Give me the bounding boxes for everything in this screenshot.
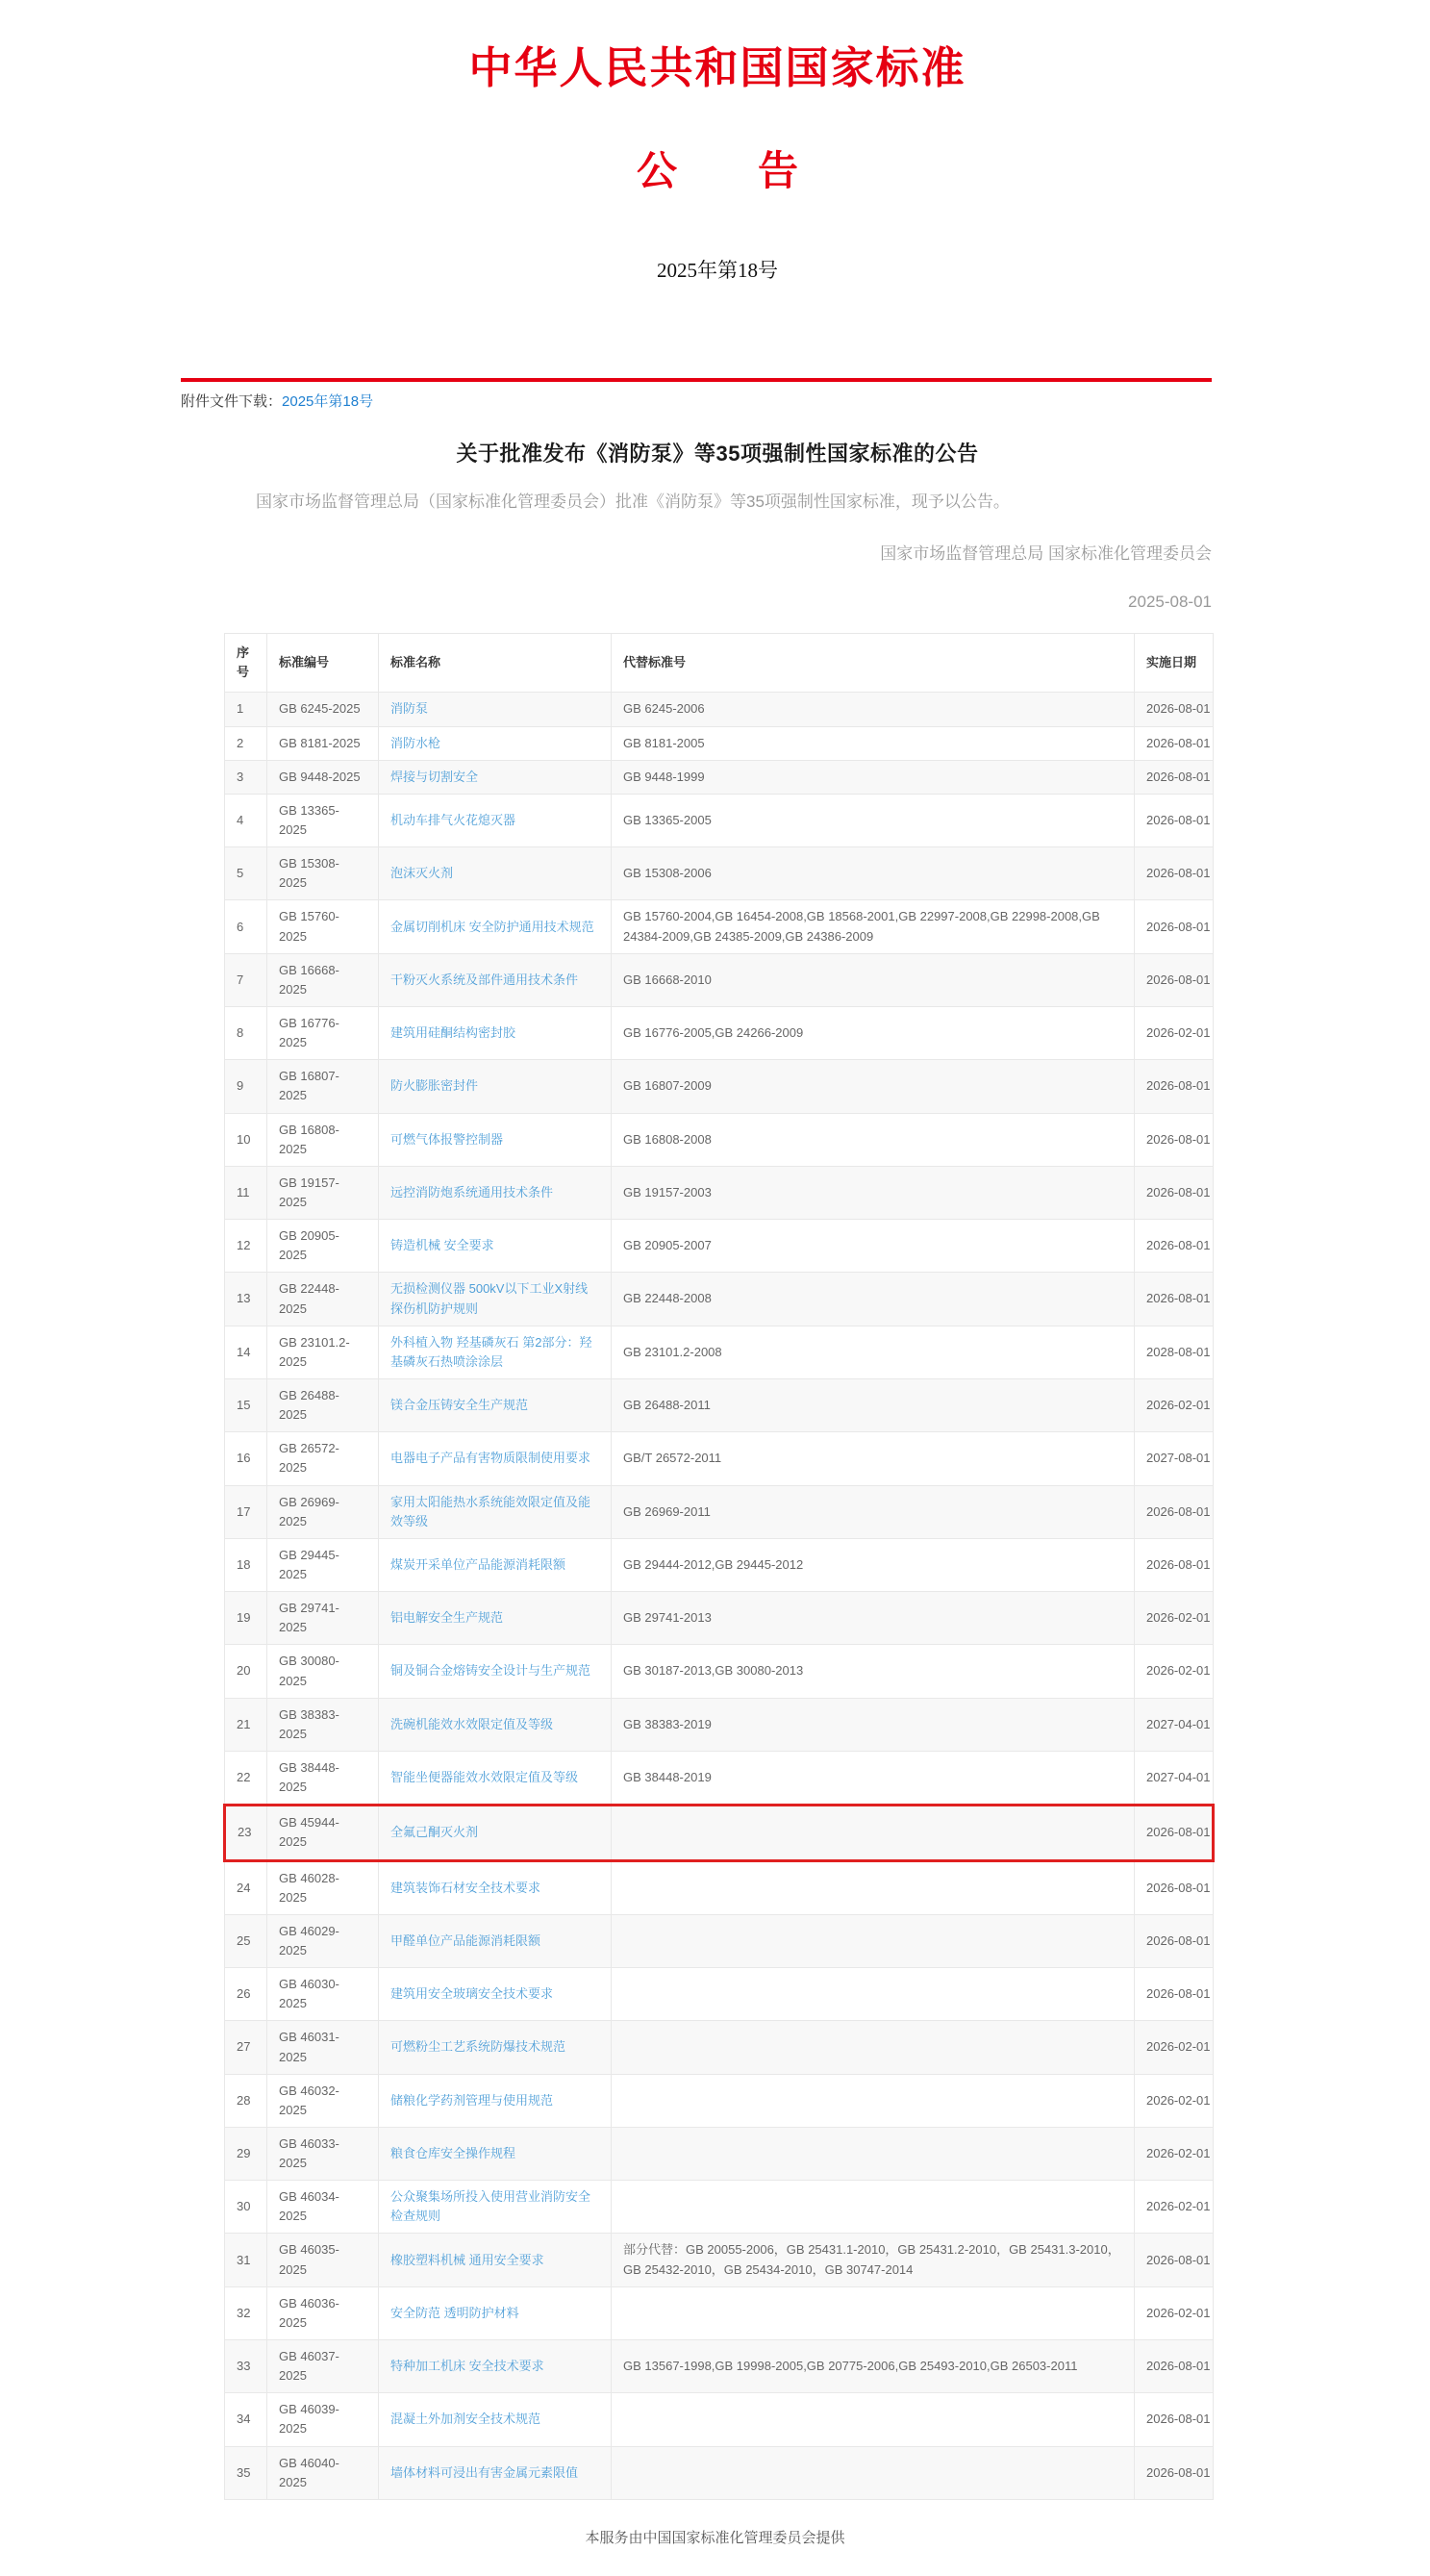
cell-serial: 9	[225, 1060, 267, 1113]
table-row	[225, 726, 1214, 760]
attachment-label: 附件文件下载：	[181, 393, 283, 410]
cell-replaced-standards: GB 20905-2007	[612, 1220, 1135, 1273]
table-row	[225, 2446, 1214, 2499]
cell-serial: 6	[225, 900, 267, 953]
cell-effective-date: 2026-08-01	[1135, 794, 1214, 846]
page-footer: 本服务由中国国家标准化管理委员会提供	[585, 2529, 845, 2546]
cell-replaced-standards: GB 8181-2005	[612, 726, 1135, 760]
cell-standard-name	[379, 1326, 612, 1378]
cell-replaced-standards	[612, 2127, 1135, 2180]
cell-standard-code: GB 19157-2025	[267, 1166, 379, 1219]
standard-name-link[interactable]: 可燃粉尘工艺系统防爆技术规范	[390, 2039, 566, 2055]
cell-replaced-standards: GB 26488-2011	[612, 1378, 1135, 1431]
cell-replaced-standards: GB 15760-2004,GB 16454-2008,GB 18568-2001,GB 22997-2008,GB 22998-2008,GB 24384-2009,GB 24385-2009,GB 24386-2009	[612, 900, 1135, 953]
table-row	[225, 1914, 1214, 1967]
cell-serial: 7	[225, 953, 267, 1006]
cell-replaced-standards: GB/T 26572-2011	[612, 1432, 1135, 1485]
cell-replaced-standards	[612, 1860, 1135, 1914]
table-row	[225, 1060, 1214, 1113]
cell-standard-name	[379, 2127, 612, 2180]
cell-standard-code: GB 46040-2025	[267, 2446, 379, 2499]
cell-replaced-standards: GB 15308-2006	[612, 847, 1135, 900]
cell-replaced-standards: GB 30187-2013,GB 30080-2013	[612, 1645, 1135, 1698]
cell-replaced-standards	[612, 2074, 1135, 2127]
cell-serial: 35	[225, 2446, 267, 2499]
cell-effective-date: 2026-08-01	[1135, 900, 1214, 953]
cell-serial: 34	[225, 2393, 267, 2446]
cell-standard-name	[379, 953, 612, 1006]
cell-serial: 19	[225, 1592, 267, 1645]
standard-name-link[interactable]: 特种加工机床 安全技术要求	[390, 2359, 544, 2374]
cell-effective-date: 2026-08-01	[1135, 1860, 1214, 1914]
cell-serial: 10	[225, 1113, 267, 1166]
standard-name-link[interactable]: 干粉灭火系统及部件通用技术条件	[390, 972, 579, 987]
cell-effective-date: 2026-02-01	[1135, 1378, 1214, 1431]
cell-standard-name	[379, 1060, 612, 1113]
cell-standard-code: GB 20905-2025	[267, 1220, 379, 1273]
cell-replaced-standards: GB 16776-2005,GB 24266-2009	[612, 1007, 1135, 1060]
cell-effective-date: 2026-08-01	[1135, 1914, 1214, 1967]
cell-effective-date: 2026-08-01	[1135, 2234, 1214, 2286]
cell-standard-name	[379, 1968, 612, 2021]
cell-replaced-standards: GB 29444-2012,GB 29445-2012	[612, 1538, 1135, 1591]
table-row	[225, 1485, 1214, 1538]
cell-serial: 4	[225, 794, 267, 846]
cell-replaced-standards: GB 13365-2005	[612, 794, 1135, 846]
standard-name-link[interactable]: 粮食仓库安全操作规程	[390, 2145, 516, 2160]
cell-serial: 28	[225, 2074, 267, 2127]
cell-standard-code: GB 16807-2025	[267, 1060, 379, 1113]
cell-standard-name	[379, 1860, 612, 1914]
issue-number: 2025年第18号	[657, 259, 778, 282]
standard-name-link[interactable]: 智能坐便器能效水效限定值及等级	[390, 1770, 579, 1785]
cell-standard-code: GB 46039-2025	[267, 2393, 379, 2446]
cell-standard-code: GB 46028-2025	[267, 1860, 379, 1914]
cell-effective-date: 2026-02-01	[1135, 2181, 1214, 2234]
cell-serial: 25	[225, 1914, 267, 1967]
standard-name-link[interactable]: 消防泵	[390, 701, 429, 717]
cell-serial: 12	[225, 1220, 267, 1273]
standard-name-link[interactable]: 安全防范 透明防护材料	[390, 2305, 519, 2320]
table-row	[225, 1592, 1214, 1645]
cell-standard-code: GB 46029-2025	[267, 1914, 379, 1967]
standard-name-link[interactable]: 可燃气体报警控制器	[390, 1131, 504, 1147]
table-row	[225, 794, 1214, 846]
cell-standard-name	[379, 2021, 612, 2074]
standard-name-link[interactable]: 外科植入物 羟基磷灰石 第2部分：羟基磷灰石热喷涂涂层	[390, 1334, 592, 1369]
cell-standard-code: GB 46032-2025	[267, 2074, 379, 2127]
table-row	[225, 2127, 1214, 2180]
cell-effective-date: 2026-08-01	[1135, 726, 1214, 760]
standard-name-link[interactable]: 洗碗机能效水效限定值及等级	[390, 1716, 554, 1731]
cell-replaced-standards: GB 16808-2008	[612, 1113, 1135, 1166]
cell-serial: 26	[225, 1968, 267, 2021]
table-row	[225, 693, 1214, 726]
cell-serial: 15	[225, 1378, 267, 1431]
cell-replaced-standards: GB 6245-2006	[612, 693, 1135, 726]
cell-serial: 33	[225, 2340, 267, 2393]
cell-standard-code: GB 46033-2025	[267, 2127, 379, 2180]
cell-standard-name	[379, 794, 612, 846]
cell-replaced-standards	[612, 1968, 1135, 2021]
cell-effective-date: 2026-08-01	[1135, 760, 1214, 794]
cell-standard-name	[379, 847, 612, 900]
cell-replaced-standards: GB 16668-2010	[612, 953, 1135, 1006]
table-row	[225, 1166, 1214, 1219]
cell-serial: 11	[225, 1166, 267, 1219]
cell-replaced-standards	[612, 2393, 1135, 2446]
page-title: 中华人民共和国国家标准	[468, 44, 966, 92]
cell-serial: 27	[225, 2021, 267, 2074]
standard-name-link[interactable]: 铝电解安全生产规范	[390, 1610, 504, 1626]
table-row	[225, 1751, 1214, 1805]
cell-standard-code: GB 16776-2025	[267, 1007, 379, 1060]
cell-effective-date: 2026-08-01	[1135, 693, 1214, 726]
standard-name-link[interactable]: 橡胶塑料机械 通用安全要求	[390, 2252, 544, 2267]
cell-standard-name	[379, 726, 612, 760]
cell-standard-name	[379, 900, 612, 953]
cell-standard-code: GB 23101.2-2025	[267, 1326, 379, 1378]
table-row	[225, 1860, 1214, 1914]
table-row	[225, 1326, 1214, 1378]
table-row	[225, 2234, 1214, 2286]
announcement-subtitle: 公 告	[636, 150, 798, 194]
cell-standard-code: GB 46037-2025	[267, 2340, 379, 2393]
cell-effective-date: 2026-02-01	[1135, 2074, 1214, 2127]
cell-standard-code: GB 15308-2025	[267, 847, 379, 900]
cell-effective-date: 2026-08-01	[1135, 1060, 1214, 1113]
cell-standard-name	[379, 2074, 612, 2127]
cell-standard-code: GB 46031-2025	[267, 2021, 379, 2074]
cell-standard-code: GB 45944-2025	[267, 1806, 379, 1860]
cell-replaced-standards: GB 38448-2019	[612, 1751, 1135, 1805]
notice-body: 国家市场监督管理总局（国家标准化管理委员会）批准《消防泵》等35项强制性国家标准，现予以公告。	[256, 492, 1010, 511]
cell-effective-date: 2026-08-01	[1135, 847, 1214, 900]
table-row	[225, 2181, 1214, 2234]
table-row	[225, 1378, 1214, 1431]
cell-standard-name	[379, 2446, 612, 2499]
table-header-row	[225, 634, 1214, 693]
column-header-effective-date: 实施日期	[1135, 634, 1214, 693]
standard-name-link[interactable]: 镁合金压铸安全生产规范	[390, 1398, 529, 1413]
standard-name-link[interactable]: 建筑用安全玻璃安全技术要求	[390, 1986, 554, 2002]
standard-name-link[interactable]: 泡沫灭火剂	[390, 866, 454, 881]
cell-serial: 14	[225, 1326, 267, 1378]
attachment-download-bar	[181, 382, 1212, 413]
cell-serial: 3	[225, 760, 267, 794]
standard-name-link[interactable]: 金属切削机床 安全防护通用技术规范	[390, 919, 594, 934]
cell-serial: 16	[225, 1432, 267, 1485]
cell-standard-name	[379, 1592, 612, 1645]
cell-effective-date: 2026-08-01	[1135, 1538, 1214, 1591]
standard-name-link[interactable]: 公众聚集场所投入使用营业消防安全检查规则	[390, 2189, 591, 2224]
cell-effective-date: 2026-02-01	[1135, 1645, 1214, 1698]
cell-effective-date: 2026-08-01	[1135, 1166, 1214, 1219]
cell-serial: 8	[225, 1007, 267, 1060]
standard-name-link[interactable]: 铸造机械 安全要求	[390, 1238, 494, 1253]
cell-standard-code: GB 38448-2025	[267, 1751, 379, 1805]
cell-replaced-standards	[612, 1914, 1135, 1967]
cell-effective-date: 2026-08-01	[1135, 1273, 1214, 1326]
cell-replaced-standards: GB 29741-2013	[612, 1592, 1135, 1645]
cell-replaced-standards: GB 23101.2-2008	[612, 1326, 1135, 1378]
cell-standard-code: GB 9448-2025	[267, 760, 379, 794]
cell-standard-name	[379, 1806, 612, 1860]
cell-standard-code: GB 38383-2025	[267, 1698, 379, 1751]
cell-standard-name	[379, 1113, 612, 1166]
cell-serial: 18	[225, 1538, 267, 1591]
cell-effective-date: 2026-08-01	[1135, 1968, 1214, 2021]
column-header-standard-code: 标准编号	[267, 634, 379, 693]
standard-name-link[interactable]: 煤炭开采单位产品能源消耗限额	[390, 1556, 566, 1572]
cell-standard-name	[379, 1751, 612, 1805]
standard-name-link[interactable]: 混凝土外加剂安全技术规范	[390, 2412, 541, 2427]
standard-name-link[interactable]: 建筑装饰石材安全技术要求	[390, 1880, 541, 1895]
cell-standard-code: GB 26969-2025	[267, 1485, 379, 1538]
standard-name-link[interactable]: 无损检测仪器 500kV以下工业X射线探伤机防护规则	[390, 1281, 589, 1316]
issuing-authority: 国家市场监督管理总局 国家标准化管理委员会	[880, 544, 1212, 564]
cell-standard-code: GB 46034-2025	[267, 2181, 379, 2234]
cell-standard-code: GB 29741-2025	[267, 1592, 379, 1645]
cell-standard-name	[379, 693, 612, 726]
cell-effective-date: 2026-08-01	[1135, 1485, 1214, 1538]
cell-serial: 23	[225, 1806, 267, 1860]
cell-standard-code: GB 6245-2025	[267, 693, 379, 726]
cell-replaced-standards	[612, 1806, 1135, 1860]
cell-effective-date: 2026-08-01	[1135, 2340, 1214, 2393]
cell-serial: 17	[225, 1485, 267, 1538]
cell-standard-name	[379, 2393, 612, 2446]
cell-serial: 24	[225, 1860, 267, 1914]
cell-standard-code: GB 46036-2025	[267, 2286, 379, 2339]
cell-effective-date: 2026-02-01	[1135, 2127, 1214, 2180]
column-header-serial: 序号	[225, 634, 267, 693]
notice-title: 关于批准发布《消防泵》等35项强制性国家标准的公告	[456, 442, 979, 466]
attachment-link[interactable]: 2025年第18号	[282, 393, 374, 410]
table-row	[225, 1645, 1214, 1698]
cell-serial: 30	[225, 2181, 267, 2234]
cell-effective-date: 2026-08-01	[1135, 953, 1214, 1006]
cell-standard-code: GB 16808-2025	[267, 1113, 379, 1166]
cell-standard-code: GB 29445-2025	[267, 1538, 379, 1591]
table-row	[225, 2286, 1214, 2339]
cell-effective-date: 2026-08-01	[1135, 2393, 1214, 2446]
table-row	[225, 1806, 1214, 1860]
column-header-replaced-standards: 代替标准号	[612, 634, 1135, 693]
cell-effective-date: 2026-02-01	[1135, 1592, 1214, 1645]
column-header-standard-name: 标准名称	[379, 634, 612, 693]
cell-effective-date: 2026-08-01	[1135, 1113, 1214, 1166]
standard-name-link[interactable]: 墙体材料可浸出有害金属元素限值	[390, 2464, 579, 2480]
cell-standard-code: GB 8181-2025	[267, 726, 379, 760]
cell-standard-code: GB 26488-2025	[267, 1378, 379, 1431]
cell-standard-name	[379, 1378, 612, 1431]
cell-effective-date: 2026-02-01	[1135, 1007, 1214, 1060]
table-row	[225, 1273, 1214, 1326]
cell-serial: 32	[225, 2286, 267, 2339]
standard-name-link[interactable]: 机动车排气火花熄灭器	[390, 812, 516, 827]
cell-effective-date: 2026-08-01	[1135, 2446, 1214, 2499]
cell-serial: 2	[225, 726, 267, 760]
cell-effective-date: 2026-08-01	[1135, 1806, 1214, 1860]
cell-replaced-standards	[612, 2286, 1135, 2339]
table-row	[225, 847, 1214, 900]
standard-name-link[interactable]: 甲醛单位产品能源消耗限额	[390, 1932, 541, 1948]
table-row	[225, 2393, 1214, 2446]
cell-effective-date: 2026-08-01	[1135, 1220, 1214, 1273]
cell-standard-code: GB 22448-2025	[267, 1273, 379, 1326]
cell-serial: 13	[225, 1273, 267, 1326]
cell-serial: 29	[225, 2127, 267, 2180]
table-row	[225, 1698, 1214, 1751]
table-row	[225, 760, 1214, 794]
cell-standard-name	[379, 2340, 612, 2393]
standard-name-link[interactable]: 消防水枪	[390, 735, 441, 750]
table-row	[225, 2074, 1214, 2127]
cell-effective-date: 2026-02-01	[1135, 2021, 1214, 2074]
cell-replaced-standards: GB 16807-2009	[612, 1060, 1135, 1113]
cell-effective-date: 2027-08-01	[1135, 1432, 1214, 1485]
publish-date: 2025-08-01	[1128, 593, 1212, 612]
cell-standard-name	[379, 2181, 612, 2234]
cell-standard-name	[379, 1166, 612, 1219]
table-row	[225, 1538, 1214, 1591]
table-row	[225, 2021, 1214, 2074]
cell-standard-name	[379, 1432, 612, 1485]
cell-replaced-standards: GB 19157-2003	[612, 1166, 1135, 1219]
standard-name-link[interactable]: 全氟己酮灭火剂	[390, 1825, 479, 1840]
cell-replaced-standards: 部分代替：GB 20055-2006，GB 25431.1-2010，GB 25431.2-2010，GB 25431.3-2010，GB 25432-2010，GB 25434-2010，GB 30747-2014	[612, 2234, 1135, 2286]
cell-replaced-standards: GB 22448-2008	[612, 1273, 1135, 1326]
cell-standard-code: GB 46035-2025	[267, 2234, 379, 2286]
cell-standard-name	[379, 1007, 612, 1060]
cell-standard-code: GB 30080-2025	[267, 1645, 379, 1698]
standard-name-link[interactable]: 家用太阳能热水系统能效限定值及能效等级	[390, 1494, 591, 1528]
table-row	[225, 1432, 1214, 1485]
standards-table	[223, 633, 1215, 2500]
cell-replaced-standards	[612, 2021, 1135, 2074]
cell-standard-code: GB 15760-2025	[267, 900, 379, 953]
standard-name-link[interactable]: 储粮化学药剂管理与使用规范	[390, 2092, 554, 2108]
cell-effective-date: 2028-08-01	[1135, 1326, 1214, 1378]
standard-name-link[interactable]: 防火膨胀密封件	[390, 1078, 479, 1094]
cell-serial: 20	[225, 1645, 267, 1698]
table-row	[225, 953, 1214, 1006]
table-row	[225, 900, 1214, 953]
cell-serial: 5	[225, 847, 267, 900]
cell-replaced-standards	[612, 2446, 1135, 2499]
table-row	[225, 1007, 1214, 1060]
cell-standard-name	[379, 1698, 612, 1751]
cell-standard-name	[379, 1220, 612, 1273]
cell-replaced-standards: GB 26969-2011	[612, 1485, 1135, 1538]
cell-serial: 21	[225, 1698, 267, 1751]
cell-serial: 22	[225, 1751, 267, 1805]
standard-name-link[interactable]: 电器电子产品有害物质限制使用要求	[390, 1451, 591, 1466]
cell-effective-date: 2027-04-01	[1135, 1751, 1214, 1805]
cell-standard-name	[379, 1645, 612, 1698]
standard-name-link[interactable]: 建筑用硅酮结构密封胶	[390, 1025, 516, 1041]
table-row	[225, 2340, 1214, 2393]
cell-replaced-standards: GB 9448-1999	[612, 760, 1135, 794]
cell-standard-name	[379, 2234, 612, 2286]
cell-standard-name	[379, 760, 612, 794]
cell-standard-code: GB 16668-2025	[267, 953, 379, 1006]
cell-standard-code: GB 13365-2025	[267, 794, 379, 846]
cell-standard-name	[379, 2286, 612, 2339]
cell-standard-name	[379, 1273, 612, 1326]
standard-name-link[interactable]: 远控消防炮系统通用技术条件	[390, 1184, 554, 1200]
cell-effective-date: 2026-02-01	[1135, 2286, 1214, 2339]
cell-standard-code: GB 26572-2025	[267, 1432, 379, 1485]
standard-name-link[interactable]: 焊接与切割安全	[390, 769, 479, 784]
cell-serial: 31	[225, 2234, 267, 2286]
cell-standard-name	[379, 1485, 612, 1538]
table-row	[225, 1968, 1214, 2021]
cell-serial: 1	[225, 693, 267, 726]
table-row	[225, 1113, 1214, 1166]
standard-name-link[interactable]: 铜及铜合金熔铸安全设计与生产规范	[390, 1663, 591, 1679]
cell-replaced-standards: GB 38383-2019	[612, 1698, 1135, 1751]
cell-standard-code: GB 46030-2025	[267, 1968, 379, 2021]
cell-effective-date: 2027-04-01	[1135, 1698, 1214, 1751]
table-row	[225, 1220, 1214, 1273]
cell-replaced-standards	[612, 2181, 1135, 2234]
cell-standard-name	[379, 1538, 612, 1591]
cell-replaced-standards: GB 13567-1998,GB 19998-2005,GB 20775-2006,GB 25493-2010,GB 26503-2011	[612, 2340, 1135, 2393]
cell-standard-name	[379, 1914, 612, 1967]
